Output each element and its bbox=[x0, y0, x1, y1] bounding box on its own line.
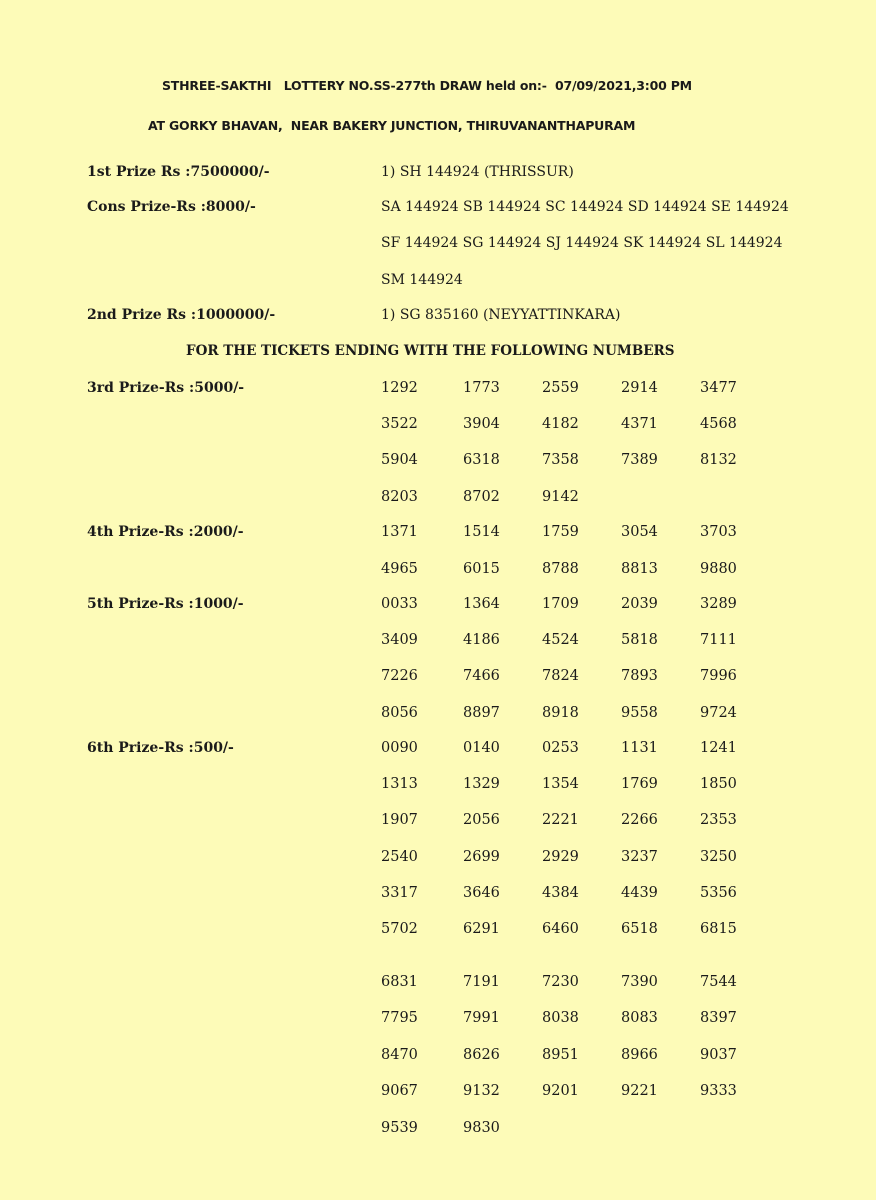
fifth-prize-label: 5th Prize-Rs :1000/- bbox=[87, 596, 244, 612]
fourth-prize-number: 9880 bbox=[700, 560, 737, 577]
fourth-prize-label: 4th Prize-Rs :2000/- bbox=[87, 524, 244, 540]
fourth-prize-number: 1514 bbox=[463, 524, 500, 540]
fourth-prize-number: 8813 bbox=[621, 560, 658, 577]
sixth-prize-number: 8038 bbox=[542, 1010, 579, 1027]
sixth-prize-number: 1131 bbox=[621, 740, 658, 756]
third-prize-number: 9142 bbox=[542, 488, 579, 505]
sixth-prize-number: 7230 bbox=[542, 974, 579, 990]
first-prize-result: 1) SH 144924 (THRISSUR) bbox=[381, 164, 574, 180]
fifth-prize-number: 7893 bbox=[621, 668, 658, 685]
fifth-prize-number: 4186 bbox=[463, 632, 500, 649]
sixth-prize-number: 4384 bbox=[542, 884, 579, 901]
sixth-prize-number: 9539 bbox=[381, 1119, 418, 1136]
third-prize-number: 5904 bbox=[381, 452, 418, 469]
third-prize-number: 1292 bbox=[381, 380, 418, 396]
sixth-prize-number: 7991 bbox=[463, 1010, 500, 1027]
fifth-prize-number: 7111 bbox=[700, 632, 737, 649]
cons-prize-line: SA 144924 SB 144924 SC 144924 SD 144924 SE 144924 bbox=[381, 199, 789, 215]
sixth-prize-number: 8626 bbox=[463, 1046, 500, 1063]
sixth-prize-number: 7544 bbox=[700, 974, 737, 990]
sixth-prize-number: 9132 bbox=[463, 1083, 500, 1100]
sixth-prize-number: 3646 bbox=[463, 884, 500, 901]
fifth-prize-number: 3289 bbox=[700, 596, 737, 612]
first-prize-label: 1st Prize Rs :7500000/- bbox=[87, 164, 270, 180]
sixth-prize-number: 6291 bbox=[463, 921, 500, 937]
sixth-prize-number: 1850 bbox=[700, 776, 737, 793]
sixth-prize-number: 3250 bbox=[700, 848, 737, 865]
sixth-prize-number: 7390 bbox=[621, 974, 658, 990]
sixth-prize-number: 8470 bbox=[381, 1046, 418, 1063]
fifth-prize-number: 7824 bbox=[542, 668, 579, 685]
sixth-prize-number: 1907 bbox=[381, 812, 418, 829]
third-prize-number: 2914 bbox=[621, 380, 658, 396]
fifth-prize-number: 7466 bbox=[463, 668, 500, 685]
sixth-prize-number: 0140 bbox=[463, 740, 500, 756]
sixth-prize-number: 1329 bbox=[463, 776, 500, 793]
sixth-prize-number: 5356 bbox=[700, 884, 737, 901]
fifth-prize-number: 8056 bbox=[381, 704, 418, 721]
sixth-prize-number: 2540 bbox=[381, 848, 418, 865]
sixth-prize-number: 2353 bbox=[700, 812, 737, 829]
fifth-prize-number: 1364 bbox=[463, 596, 500, 612]
fourth-prize-number: 6015 bbox=[463, 560, 500, 577]
fifth-prize-number: 3409 bbox=[381, 632, 418, 649]
sixth-prize-number: 8083 bbox=[621, 1010, 658, 1027]
sixth-prize-number: 3317 bbox=[381, 884, 418, 901]
third-prize-number: 7389 bbox=[621, 452, 658, 469]
fourth-prize-number: 1759 bbox=[542, 524, 579, 540]
fourth-prize-number: 8788 bbox=[542, 560, 579, 577]
sixth-prize-number: 6815 bbox=[700, 921, 737, 937]
sixth-prize-number: 9333 bbox=[700, 1083, 737, 1100]
second-prize-label: 2nd Prize Rs :1000000/- bbox=[87, 307, 276, 323]
sixth-prize-number: 9067 bbox=[381, 1083, 418, 1100]
sixth-prize-number: 3237 bbox=[621, 848, 658, 865]
third-prize-number: 8702 bbox=[463, 488, 500, 505]
sixth-prize-number: 9201 bbox=[542, 1083, 579, 1100]
sixth-prize-number: 2056 bbox=[463, 812, 500, 829]
cons-prize-label: Cons Prize-Rs :8000/- bbox=[87, 199, 256, 215]
sixth-prize-number: 2929 bbox=[542, 848, 579, 865]
sixth-prize-number: 8397 bbox=[700, 1010, 737, 1027]
third-prize-number: 4182 bbox=[542, 416, 579, 433]
sixth-prize-number: 0253 bbox=[542, 740, 579, 756]
sixth-prize-number: 2699 bbox=[463, 848, 500, 865]
fourth-prize-number: 4965 bbox=[381, 560, 418, 577]
sixth-prize-number: 2266 bbox=[621, 812, 658, 829]
sixth-prize-number: 8966 bbox=[621, 1046, 658, 1063]
draw-title: STHREE-SAKTHI LOTTERY NO.SS-277th DRAW held on:- 07/09/2021,3:00 PM bbox=[162, 78, 692, 93]
fifth-prize-number: 9558 bbox=[621, 704, 658, 721]
fifth-prize-number: 5818 bbox=[621, 632, 658, 649]
sixth-prize-number: 2221 bbox=[542, 812, 579, 829]
third-prize-number: 4568 bbox=[700, 416, 737, 433]
fifth-prize-number: 7226 bbox=[381, 668, 418, 685]
sixth-prize-number: 8951 bbox=[542, 1046, 579, 1063]
fourth-prize-number: 3054 bbox=[621, 524, 658, 540]
fifth-prize-number: 0033 bbox=[381, 596, 418, 612]
third-prize-number: 3477 bbox=[700, 380, 737, 396]
fifth-prize-number: 9724 bbox=[700, 704, 737, 721]
fifth-prize-number: 8897 bbox=[463, 704, 500, 721]
cons-prize-line: SM 144924 bbox=[381, 272, 463, 288]
cons-prize-line: SF 144924 SG 144924 SJ 144924 SK 144924 SL 144924 bbox=[381, 235, 783, 251]
fourth-prize-number: 3703 bbox=[700, 524, 737, 540]
second-prize-result: 1) SG 835160 (NEYYATTINKARA) bbox=[381, 307, 621, 323]
third-prize-number: 7358 bbox=[542, 452, 579, 469]
third-prize-number: 2559 bbox=[542, 380, 579, 396]
sixth-prize-number: 1769 bbox=[621, 776, 658, 793]
third-prize-number: 4371 bbox=[621, 416, 658, 433]
sixth-prize-number: 1354 bbox=[542, 776, 579, 793]
sixth-prize-label: 6th Prize-Rs :500/- bbox=[87, 740, 234, 756]
third-prize-number: 3904 bbox=[463, 416, 500, 433]
fourth-prize-number: 1371 bbox=[381, 524, 418, 540]
sixth-prize-number: 7191 bbox=[463, 974, 500, 990]
sixth-prize-number: 1313 bbox=[381, 776, 418, 793]
sixth-prize-number: 9830 bbox=[463, 1119, 500, 1136]
sixth-prize-number: 4439 bbox=[621, 884, 658, 901]
third-prize-label: 3rd Prize-Rs :5000/- bbox=[87, 380, 245, 396]
sixth-prize-number: 6518 bbox=[621, 921, 658, 937]
sixth-prize-number: 9221 bbox=[621, 1083, 658, 1100]
sixth-prize-number: 6831 bbox=[381, 974, 418, 990]
fifth-prize-number: 4524 bbox=[542, 632, 579, 649]
sixth-prize-number: 9037 bbox=[700, 1046, 737, 1063]
sixth-prize-number: 5702 bbox=[381, 921, 418, 937]
fifth-prize-number: 1709 bbox=[542, 596, 579, 612]
third-prize-number: 3522 bbox=[381, 416, 418, 433]
fifth-prize-number: 7996 bbox=[700, 668, 737, 685]
fifth-prize-number: 2039 bbox=[621, 596, 658, 612]
sixth-prize-number: 1241 bbox=[700, 740, 737, 756]
third-prize-number: 6318 bbox=[463, 452, 500, 469]
sixth-prize-number: 6460 bbox=[542, 921, 579, 937]
ending-numbers-heading: FOR THE TICKETS ENDING WITH THE FOLLOWING NUMBERS bbox=[186, 343, 675, 359]
third-prize-number: 1773 bbox=[463, 380, 500, 396]
sixth-prize-number: 7795 bbox=[381, 1010, 418, 1027]
fifth-prize-number: 8918 bbox=[542, 704, 579, 721]
third-prize-number: 8203 bbox=[381, 488, 418, 505]
third-prize-number: 8132 bbox=[700, 452, 737, 469]
sixth-prize-number: 0090 bbox=[381, 740, 418, 756]
draw-venue: AT GORKY BHAVAN, NEAR BAKERY JUNCTION, THIRUVANANTHAPURAM bbox=[148, 118, 636, 133]
